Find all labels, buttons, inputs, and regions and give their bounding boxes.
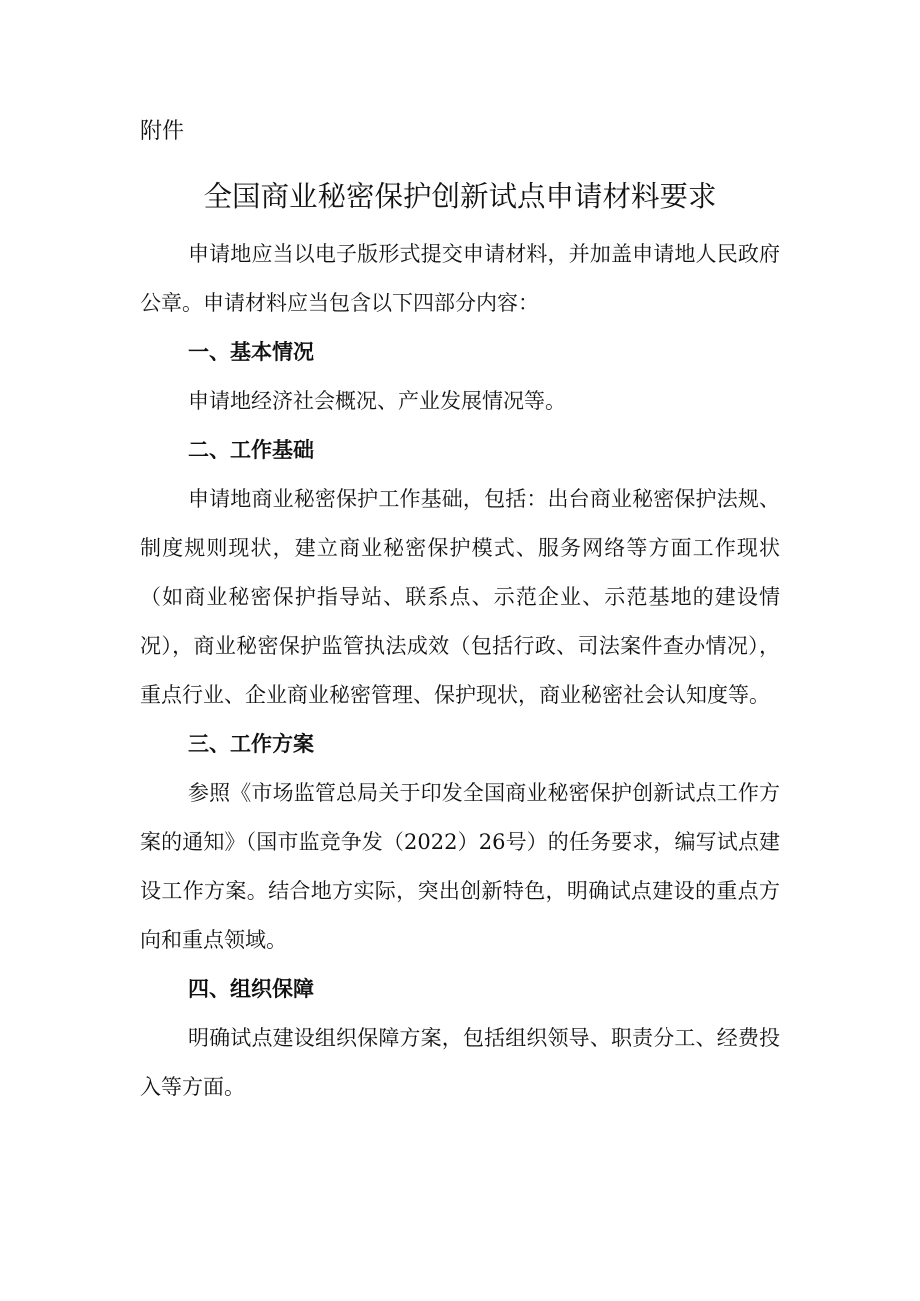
- attachment-label: 附件: [140, 119, 185, 144]
- intro-paragraph: 申请地应当以电子版形式提交申请材料，并加盖申请地人民政府公章。申请材料应当包含以下四部分内容：: [140, 242, 780, 315]
- document-title: 全国商业秘密保护创新试点申请材料要求: [203, 180, 717, 213]
- document-body: [140, 230, 780, 1112]
- section-text-basic-info: 申请地经济社会概况、产业发展情况等。: [188, 389, 566, 413]
- section-text-work-plan: 参照《市场监管总局关于印发全国商业秘密保护创新试点工作方案的通知》（国市监竞争发（2022）26号）的任务要求，编写试点建设工作方案。结合地方实际，突出创新特色，明确试点建设的重点方向和重点领域。: [140, 781, 780, 952]
- section-heading-basic-info: 一、基本情况: [188, 340, 314, 364]
- section-heading-organization: 四、组织保障: [188, 977, 314, 1001]
- section-heading-work-plan: 三、工作方案: [188, 732, 314, 756]
- section-heading-work-foundation: 二、工作基础: [188, 438, 314, 462]
- section-text-organization: 明确试点建设组织保障方案，包括组织领导、职责分工、经费投入等方面。: [140, 1026, 780, 1099]
- section-text-work-foundation: 申请地商业秘密保护工作基础，包括：出台商业秘密保护法规、制度规则现状，建立商业秘密保护模式、服务网络等方面工作现状（如商业秘密保护指导站、联系点、示范企业、示范基地的建设情况），商业秘密保护监管执法成效（包括行政、司法案件查办情况），重点行业、企业商业秘密管理、保护现状，商业秘密社会认知度等。: [140, 487, 780, 707]
